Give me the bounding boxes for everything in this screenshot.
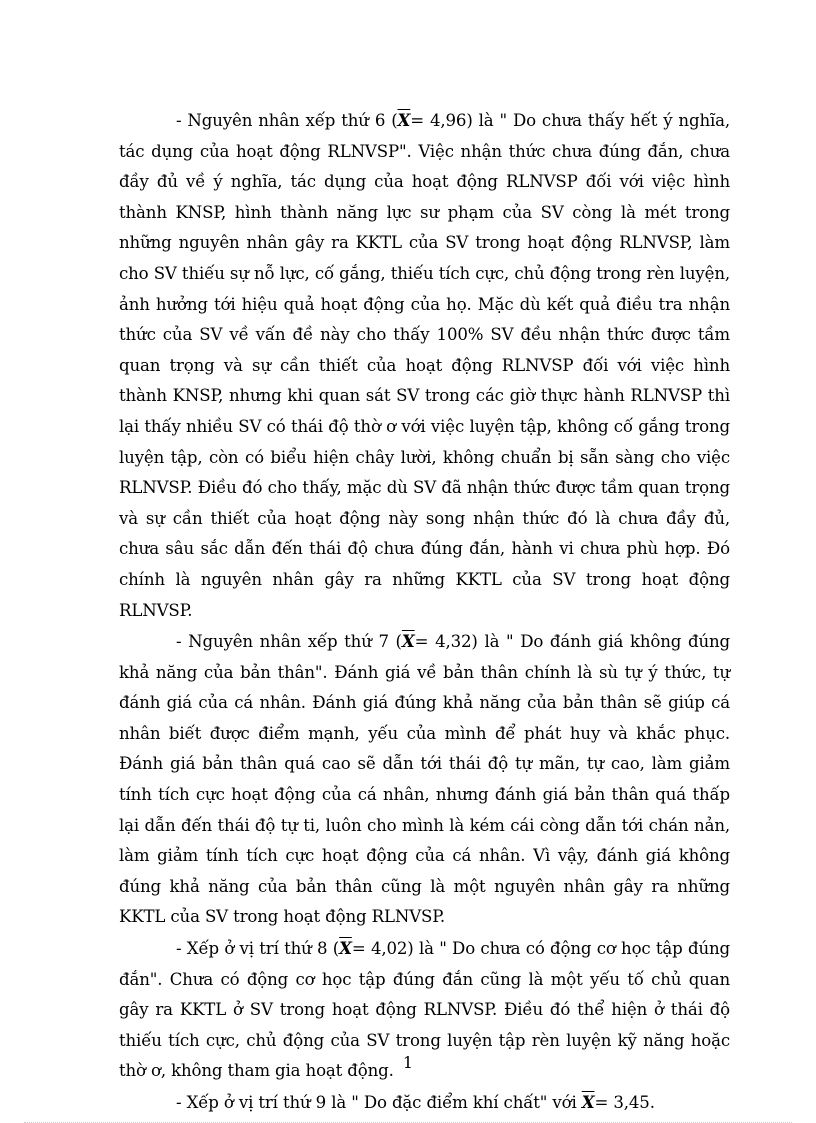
paragraph-cause-7: [119, 626, 730, 933]
text-run: = 4,32) là " Do đánh giá không đúng khả năng của bản thân". Đánh giá về bản thân chính là sù tự ý thức, tự đánh giá của cá nhân. Đánh giá đúng khả năng của bản thân sẽ giúp cá nhân biết được điểm mạnh, yếu của mình để phát huy và khắc phục. Đánh giá bản thân quá cao sẽ dẫn tới thái độ tự mãn, tự cao, làm giảm tính tích cực hoạt động của cá nhân, nhưng đánh giá bản thân quá thấp lại dẫn đến thái độ tự ti, luôn cho mình là kém cái còng dẫn tới chán nản, làm giảm tính tích cực hoạt động của cá nhân. Vì vậy, đánh giá không đúng khả năng của bản thân cũng là một nguyên nhân gây ra những KKTL của SV trong hoạt động RLNVSP.: [119, 632, 730, 927]
mean-symbol: $\overline{X}$: [397, 110, 411, 130]
body-text: [119, 105, 730, 1119]
text-run: - Nguyên nhân xếp thứ 7 (: [176, 632, 402, 652]
mean-symbol: $\overline{X}$: [339, 938, 352, 959]
text-run: = 3,45.: [594, 1093, 655, 1112]
page-number: 1: [402, 1053, 414, 1072]
text-run: = 4,02) là " Do chưa có động cơ học tập đúng đắn". Chưa có động cơ học tập đúng đắn cũng là một yếu tố chủ quan gây ra KKTL ở SV trong hoạt động RLNVSP. Điều đó thể hiện ở thái độ thiếu tích cực, chủ động của SV trong luyện tập rèn luyện kỹ năng hoặc thờ ơ, không tham gia hoạt động.: [119, 939, 731, 1081]
paragraph-cause-6: [119, 105, 730, 626]
text-run: - Xếp ở vị trí thứ 8 (: [176, 939, 340, 959]
paragraph-cause-9: [119, 1087, 730, 1119]
text-run: = 4,96) là " Do chưa thấy hết ý nghĩa, tác dụng của hoạt động RLNVSP". Việc nhận thức chưa đúng đắn, chưa đầy đủ về ý nghĩa, tác dụng của hoạt động RLNVSP đối với việc hình thành KNSP, hình thành năng lực sư phạm của SV còng là mét trong những nguyên nhân gây ra KKTL của SV trong hoạt động RLNVSP, làm cho SV thiếu sự nỗ lực, cố gắng, thiếu tích cực, chủ động trong rèn luyện, ảnh hưởng tới hiệu quả hoạt động của họ. Mặc dù kết quả điều tra nhận thức của SV về vấn đề này cho thấy 100% SV đều nhận thức được tầm quan trọng và sự cần thiết của hoạt động RLNVSP đối với việc hình thành KNSP, nhưng khi quan sát SV trong các giờ thực hành RLNVSP thì lại thấy nhiều SV có thái độ thờ ơ với việc luyện tập, không cố gắng trong luyện tập, còn có biểu hiện chây lười, không chuẩn bị sẵn sàng cho việc RLNVSP. Điều đó cho thấy, mặc dù SV đã nhận thức được tầm quan trọng và sự cần thiết của hoạt động này song nhận thức đó là chưa đầy đủ, chưa sâu sắc dẫn đến thái độ chưa đúng đắn, hành vi chưa phù hợp. Đó chính là nguyên nhân gây ra những KKTL của SV trong hoạt động RLNVSP.: [119, 111, 730, 620]
text-run: - Nguyên nhân xếp thứ 6 (: [176, 111, 398, 130]
text-run: - Xếp ở vị trí thứ 9 là " Do đặc điểm khí chất" với: [176, 1093, 582, 1112]
mean-symbol: $\overline{X}$: [581, 1092, 595, 1112]
mean-symbol: $\overline{X}$: [401, 631, 415, 652]
